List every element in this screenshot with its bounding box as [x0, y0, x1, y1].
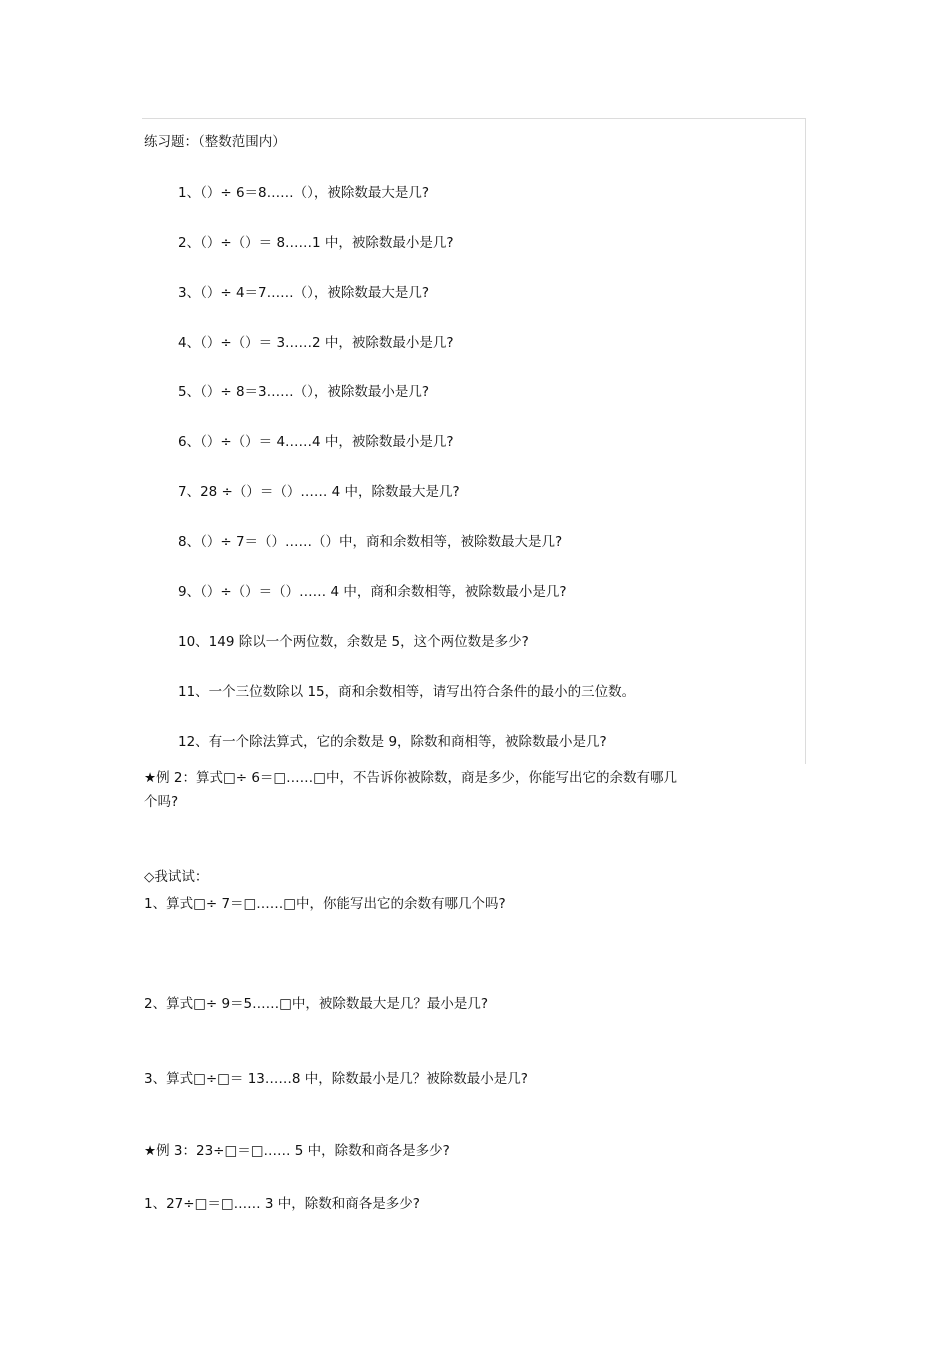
try-it-heading: ◇我试试： [144, 869, 209, 885]
practice-item-8: 8、（）÷ 7＝（）……（）中，商和余数相等，被除数最大是几? [178, 534, 563, 550]
practice-item-9: 9、（）÷（）＝（）…… 4 中，商和余数相等，被除数最小是几? [178, 584, 567, 600]
example-2-line-1: ★例 2：算式□÷ 6＝□……□中，不告诉你被除数，商是多少，你能写出它的余数有哪几 [144, 770, 677, 786]
practice-item-10: 10、149 除以一个两位数，余数是 5，这个两位数是多少? [178, 634, 529, 650]
practice-heading: 练习题：（整数范围内） [144, 134, 286, 150]
try-it-question-2: 2、算式□÷ 9＝5……□中，被除数最大是几？最小是几? [144, 996, 489, 1012]
practice-item-2: 2、（）÷（）＝ 8……1 中，被除数最小是几? [178, 235, 454, 251]
practice-item-12: 12、有一个除法算式，它的余数是 9，除数和商相等，被除数最小是几? [178, 734, 607, 750]
example-3-question-1: 1、27÷□＝□…… 3 中，除数和商各是多少? [144, 1196, 420, 1212]
try-it-question-1: 1、算式□÷ 7＝□……□中，你能写出它的余数有哪几个吗? [144, 896, 506, 912]
try-it-question-3: 3、算式□÷□＝ 13……8 中，除数最小是几？被除数最小是几? [144, 1071, 528, 1087]
practice-item-5: 5、（）÷ 8＝3……（），被除数最小是几? [178, 384, 430, 400]
practice-item-3: 3、（）÷ 4＝7……（），被除数最大是几? [178, 285, 430, 301]
practice-item-11: 11、一个三位数除以 15，商和余数相等，请写出符合条件的最小的三位数。 [178, 684, 636, 700]
practice-item-4: 4、（）÷（）＝ 3……2 中，被除数最小是几? [178, 335, 454, 351]
practice-item-7: 7、28 ÷（）＝（）…… 4 中，除数最大是几? [178, 484, 460, 500]
practice-item-6: 6、（）÷（）＝ 4……4 中，被除数最小是几? [178, 434, 454, 450]
example-2-line-2: 个吗? [144, 794, 179, 810]
practice-item-1: 1、（）÷ 6＝8……（），被除数最大是几? [178, 185, 430, 201]
example-3-line: ★例 3：23÷□＝□…… 5 中，除数和商各是多少? [144, 1143, 450, 1159]
